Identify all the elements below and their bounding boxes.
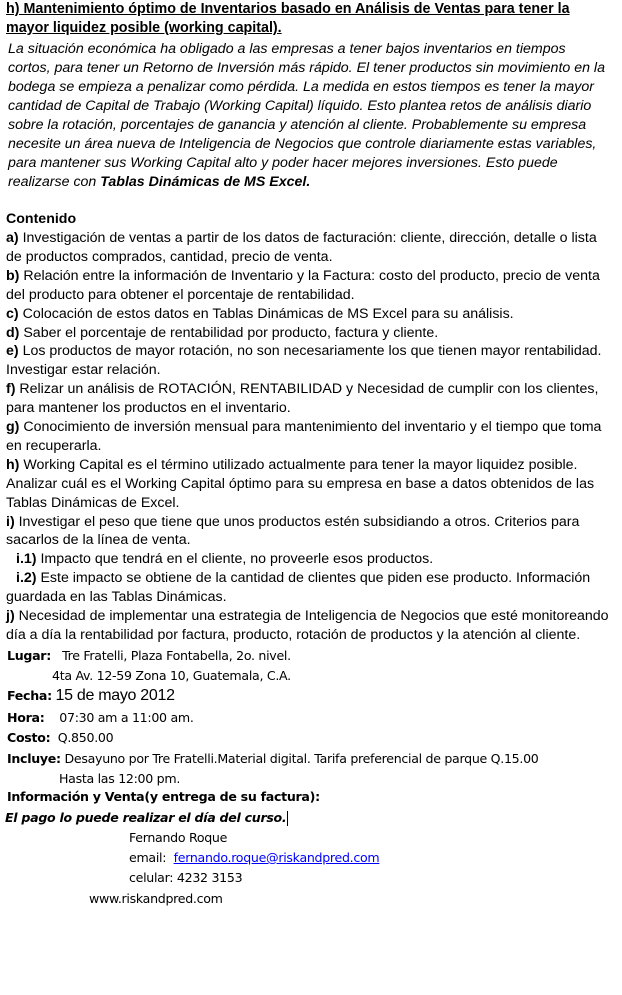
lugar-address: 4ta Av. 12-59 Zona 10, Guatemala, C.A. bbox=[52, 668, 291, 683]
fecha-line bbox=[7, 687, 175, 705]
content-item-line bbox=[6, 475, 594, 493]
intro-text: realizarse con bbox=[8, 174, 101, 190]
item-text: guardada en las Tablas Dinámicas. bbox=[6, 589, 227, 606]
content-item-line bbox=[6, 418, 601, 436]
content-item-line bbox=[6, 626, 580, 644]
content-item-line bbox=[6, 286, 355, 304]
item-text: Analizar cuál es el Working Capital óptimo para su empresa en base a datos obtenidos de las bbox=[6, 475, 595, 492]
intro-line: necesite un área nueva de Inteligencia de Negocios que controle diariamente estas variables, bbox=[8, 136, 597, 152]
item-text: Investigar estar relación. bbox=[6, 362, 161, 379]
item-text: Working Capital es el término utilizado actualmente para tener la mayor liquidez posible. bbox=[19, 456, 578, 473]
text-cursor bbox=[287, 811, 288, 826]
item-text: Conocimiento de inversión mensual para mantenimiento del inventario y el tiempo que toma bbox=[19, 419, 602, 435]
email-link[interactable]: fernando.roque@riskandpred.com bbox=[173, 850, 380, 865]
info-heading: Información y Venta(y entrega de su factura): bbox=[7, 789, 320, 804]
costo-label: Costo: bbox=[7, 730, 51, 745]
costo-line bbox=[7, 729, 113, 747]
item-label: e) bbox=[6, 343, 19, 360]
celular-line bbox=[129, 869, 242, 887]
contact-name: Fernando Roque bbox=[129, 830, 228, 845]
item-label: b) bbox=[6, 267, 20, 284]
content-item-line bbox=[6, 399, 291, 417]
hora-label: Hora: bbox=[7, 710, 45, 725]
pago-line bbox=[5, 809, 288, 827]
content-item-line bbox=[6, 437, 101, 455]
intro-line: cortos, para tener un Retorno de Inversión más rápido. El tener productos sin movimiento en la bbox=[8, 60, 605, 76]
item-label: i.1) bbox=[16, 551, 37, 568]
content-item-line bbox=[6, 248, 333, 266]
item-label: f) bbox=[6, 381, 16, 398]
intro-line: cantidad de Capital de Trabajo (Working Capital) líquido. Esto plantea retos de análisis diario bbox=[8, 98, 592, 114]
incluye-line-2: Hasta las 12:00 pm. bbox=[59, 771, 181, 786]
content-item-line bbox=[6, 342, 601, 360]
item-text: del producto para obtener el porcentaje de rentabilidad. bbox=[6, 286, 355, 303]
incluye-label: Incluye: bbox=[7, 751, 61, 766]
content-item-line bbox=[6, 494, 179, 512]
content-item-line bbox=[6, 229, 597, 247]
item-text: Investigar el peso que tiene que unos productos estén subsidiando a otros. Criterios para bbox=[14, 513, 580, 530]
content-item-line bbox=[6, 380, 598, 398]
intro-line: bodega se empieza a penalizar como pérdida. La medida en estos tiempos es tener la mayor bbox=[8, 79, 594, 95]
item-text: Tablas Dinámicas de Excel. bbox=[6, 494, 180, 511]
website[interactable]: www.riskandpred.com bbox=[89, 891, 223, 906]
item-label: i) bbox=[6, 513, 15, 530]
item-text: Saber el porcentaje de rentabilidad por producto, factura y cliente. bbox=[19, 324, 439, 341]
fecha-value: 15 de mayo 2012 bbox=[55, 687, 175, 704]
item-label: a) bbox=[6, 230, 19, 246]
title-line-2: mayor liquidez posible (working capital). bbox=[6, 20, 282, 36]
title-line-1: h) Mantenimiento óptimo de Inventarios basado en Análisis de Ventas para tener la bbox=[6, 1, 570, 17]
intro-line: para mantener sus Working Capital alto y poder hacer mejores inversiones. Esto puede bbox=[8, 155, 558, 171]
content-item-line bbox=[16, 569, 590, 587]
incluye-line bbox=[7, 750, 539, 768]
item-text: sacarlos de la línea de venta. bbox=[6, 532, 191, 549]
pago-text: El pago lo puede realizar el día del curso. bbox=[5, 810, 287, 825]
content-item-line bbox=[6, 607, 609, 625]
item-text: para mantener los productos en el inventario. bbox=[6, 400, 291, 417]
item-text: de productos comprados, cantidad, precio de venta. bbox=[6, 248, 333, 265]
item-text: Los productos de mayor rotación, no son necesariamente los que tienen mayor rentabilidad. bbox=[18, 343, 602, 360]
lugar-line bbox=[7, 647, 291, 665]
celular-label: celular: bbox=[129, 870, 174, 885]
incluye-value: Desayuno por Tre Fratelli.Material digital. Tarifa preferencial de parque Q.15.00 bbox=[64, 751, 539, 766]
item-text: día a día la rentabilidad por factura, producto, rotación de productos y la atención al cliente. bbox=[6, 626, 581, 643]
content-item-line bbox=[6, 456, 577, 474]
content-item-line bbox=[6, 267, 600, 285]
item-text: Necesidad de implementar una estrategia de Inteligencia de Negocios que esté monitoreando bbox=[14, 608, 609, 624]
item-text: Relizar un análisis de ROTACIÓN, RENTABILIDAD y Necesidad de cumplir con los clientes, bbox=[15, 381, 599, 398]
item-label: h) bbox=[6, 456, 20, 473]
item-text: Relación entre la información de Inventario y la Factura: costo del producto, precio de venta bbox=[19, 267, 600, 284]
item-label: j) bbox=[6, 608, 15, 624]
content-item-line bbox=[6, 513, 579, 531]
item-text: en recuperarla. bbox=[6, 437, 102, 454]
hora-line bbox=[7, 709, 194, 727]
lugar-label: Lugar: bbox=[7, 648, 51, 663]
intro-line: sobre la rotación, porcentajes de ganancia y atención al cliente. Probablemente su empresa bbox=[8, 117, 587, 133]
fecha-label: Fecha: bbox=[7, 688, 52, 703]
intro-line: La situación económica ha obligado a las empresas a tener bajos inventarios en tiempos bbox=[8, 41, 566, 57]
item-label: i.2) bbox=[16, 570, 37, 587]
content-item-line bbox=[6, 361, 161, 379]
item-text: Este impacto se obtiene de la cantidad de clientes que piden ese producto. Información bbox=[36, 570, 591, 587]
content-item-line bbox=[6, 324, 438, 342]
lugar-value: Tre Fratelli, Plaza Fontabella, 2o. nivel. bbox=[62, 648, 291, 663]
item-text: Impacto que tendrá en el cliente, no proveerle esos productos. bbox=[36, 551, 434, 568]
item-text: Investigación de ventas a partir de los datos de facturación: cliente, dirección, detalle o lista bbox=[18, 230, 597, 246]
intro-line-last bbox=[8, 173, 310, 191]
item-label: d) bbox=[6, 324, 20, 341]
contenido-heading: Contenido bbox=[6, 211, 77, 227]
item-label: c) bbox=[6, 305, 19, 322]
email-label: email: bbox=[129, 850, 167, 865]
hora-value: 07:30 am a 11:00 am. bbox=[59, 710, 194, 725]
content-item-line bbox=[16, 550, 433, 568]
content-item-line bbox=[6, 588, 227, 606]
intro-bold-text: Tablas Dinámicas de MS Excel. bbox=[100, 174, 311, 190]
item-label: g) bbox=[6, 419, 20, 435]
costo-value: Q.850.00 bbox=[57, 730, 114, 745]
item-text: Colocación de estos datos en Tablas Dinámicas de MS Excel para su análisis. bbox=[18, 305, 514, 322]
email-line bbox=[129, 849, 379, 867]
celular-value: 4232 3153 bbox=[176, 870, 243, 885]
content-item-line bbox=[6, 305, 514, 323]
content-item-line bbox=[6, 531, 191, 549]
